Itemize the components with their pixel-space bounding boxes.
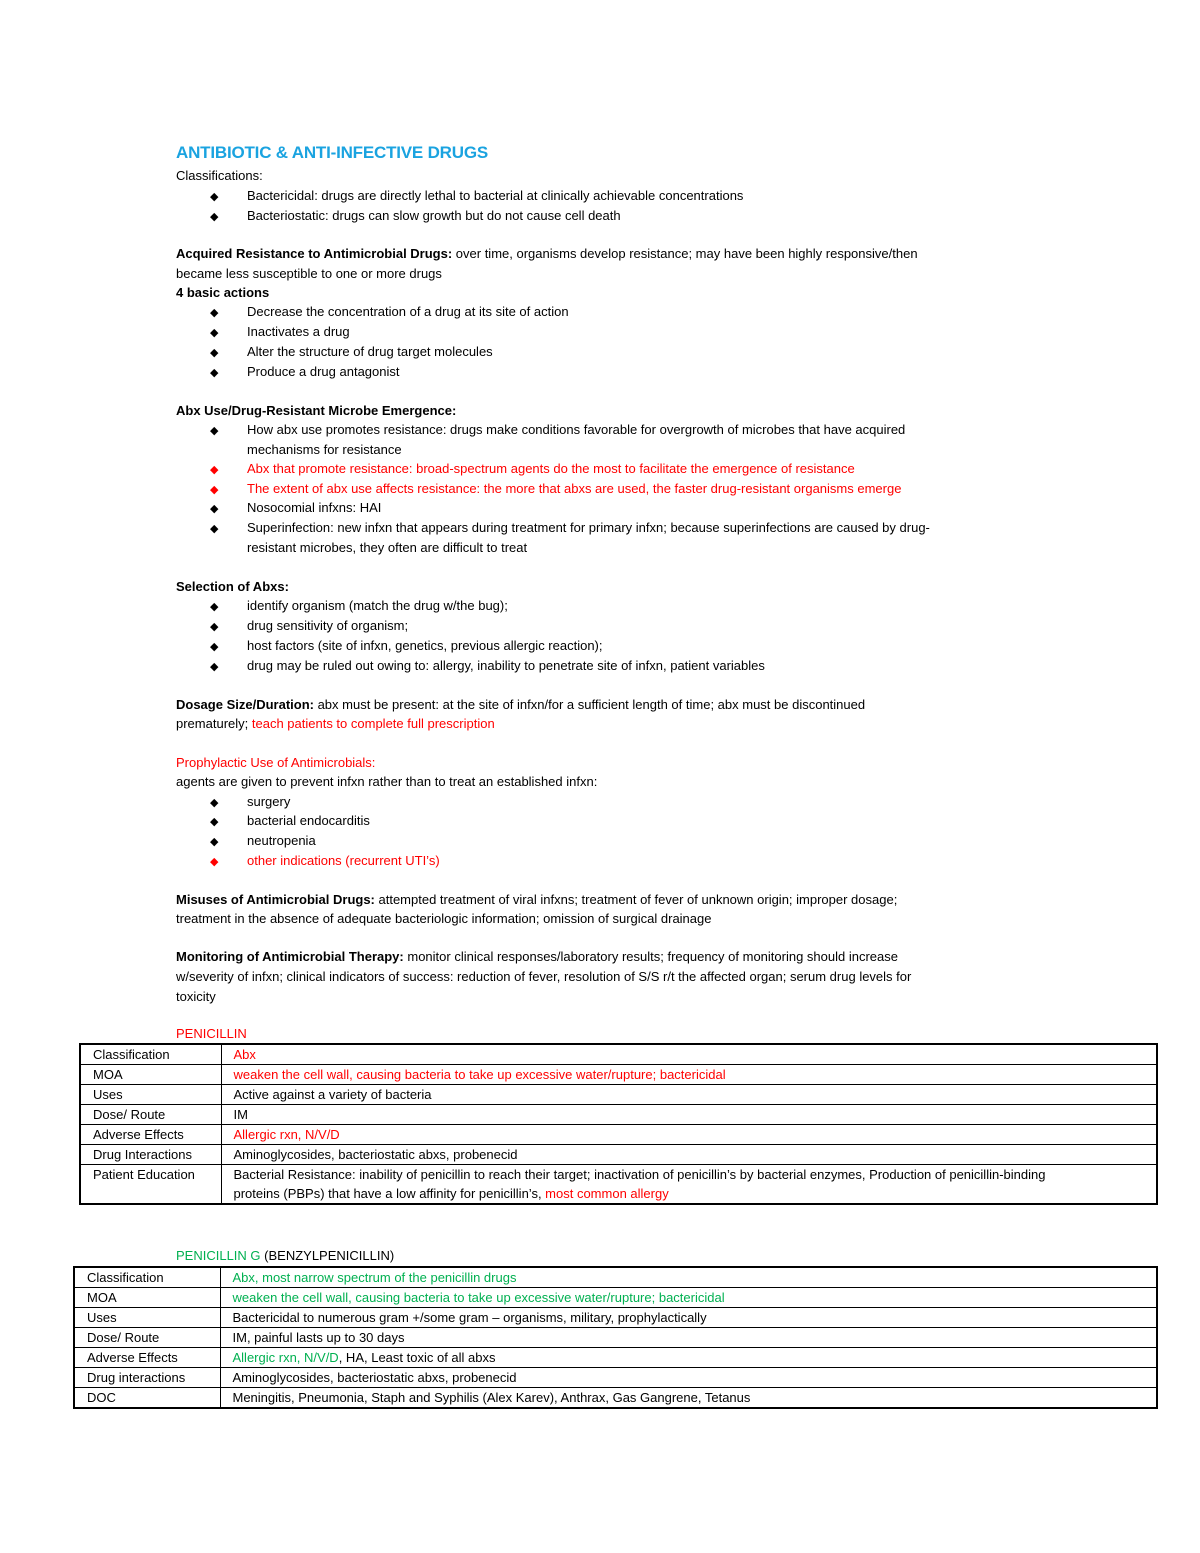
list-item-continuation: resistant microbes, they often are difficult to treat	[247, 540, 528, 555]
row-value: Bacterial Resistance: inability of penicillin to reach their target; inactivation of penicillin’s by bacterial enzymes, Production of penicillin-binding proteins (PBPs) that have a low affinity for penicillin’s, most common allergy	[221, 1165, 1157, 1205]
table-row	[74, 1348, 1157, 1368]
row-label: MOA	[80, 1065, 221, 1085]
list-item: ◆ Produce a drug antagonist	[210, 362, 400, 383]
row-value: Abx, most narrow spectrum of the penicillin drugs	[220, 1267, 1157, 1288]
table-row	[74, 1388, 1157, 1409]
dosage-line2: prematurely; teach patients to complete full prescription	[176, 716, 495, 731]
list-item: ◆ drug sensitivity of organism;	[210, 616, 408, 637]
bullet-icon: ◆	[210, 367, 219, 379]
table-row	[74, 1368, 1157, 1388]
monitoring-paragraph: Monitoring of Antimicrobial Therapy: monitor clinical responses/laboratory results; frequency of monitoring should increase	[176, 949, 898, 964]
bullet-icon: ◆	[210, 425, 219, 437]
row-value: Active against a variety of bacteria	[221, 1085, 1157, 1105]
row-value: IM	[221, 1105, 1157, 1125]
list-item: ◆ The extent of abx use affects resistance: the more that abxs are used, the faster drug-resistant organisms emerge	[210, 479, 901, 500]
list-item: ◆ Nosocomial infxns: HAI	[210, 498, 381, 519]
misuses-line2: treatment in the absence of adequate bacteriologic information; omission of surgical drainage	[176, 911, 712, 926]
prophylactic-heading: Prophylactic Use of Antimicrobials:	[176, 755, 376, 770]
classifications-heading: Classifications:	[176, 168, 263, 183]
row-value: IM, painful lasts up to 30 days	[220, 1328, 1157, 1348]
list-item: ◆ neutropenia	[210, 831, 316, 852]
row-value: weaken the cell wall, causing bacteria to take up excessive water/rupture; bactericidal	[220, 1288, 1157, 1308]
bullet-icon: ◆	[210, 523, 219, 535]
bullet-icon: ◆	[210, 211, 219, 223]
row-label: Adverse Effects	[74, 1348, 220, 1368]
penicillin-table	[79, 1043, 1158, 1205]
row-label: Drug interactions	[74, 1368, 220, 1388]
penicillin-title: PENICILLIN	[176, 1026, 247, 1041]
selection-heading: Selection of Abxs:	[176, 579, 289, 594]
list-item: ◆ Alter the structure of drug target molecules	[210, 342, 493, 363]
bullet-icon: ◆	[210, 816, 219, 828]
list-item: ◆ Decrease the concentration of a drug at its site of action	[210, 302, 569, 323]
list-item: ◆ How abx use promotes resistance: drugs make conditions favorable for overgrowth of microbes that have acquired	[210, 420, 905, 441]
row-label: Classification	[80, 1044, 221, 1065]
row-label: Dose/ Route	[74, 1328, 220, 1348]
row-label: Dose/ Route	[80, 1105, 221, 1125]
acquired-resistance-paragraph: Acquired Resistance to Antimicrobial Drugs: over time, organisms develop resistance; may have been highly responsive/then	[176, 246, 918, 261]
row-label: MOA	[74, 1288, 220, 1308]
list-item: ◆ host factors (site of infxn, genetics, previous allergic reaction);	[210, 636, 603, 657]
table-row	[74, 1308, 1157, 1328]
bullet-icon: ◆	[210, 503, 219, 515]
list-item: ◆ Inactivates a drug	[210, 322, 350, 343]
misuses-paragraph: Misuses of Antimicrobial Drugs: attempted treatment of viral infxns; treatment of fever of unknown origin; improper dosage;	[176, 892, 898, 907]
row-value: Allergic rxn, N/V/D, HA, Least toxic of all abxs	[220, 1348, 1157, 1368]
row-label: Classification	[74, 1267, 220, 1288]
table-row	[74, 1267, 1157, 1288]
list-item-continuation: mechanisms for resistance	[247, 442, 402, 457]
list-item: ◆ drug may be ruled out owing to: allergy, inability to penetrate site of infxn, patient variables	[210, 656, 765, 677]
row-value: Meningitis, Pneumonia, Staph and Syphilis (Alex Karev), Anthrax, Gas Gangrene, Tetanus	[220, 1388, 1157, 1409]
row-label: Patient Education	[80, 1165, 221, 1205]
row-label: DOC	[74, 1388, 220, 1409]
table-row	[80, 1065, 1157, 1085]
list-item: ◆ Bactericidal: drugs are directly lethal to bacterial at clinically achievable concentrations	[210, 186, 743, 207]
list-item: ◆ identify organism (match the drug w/the bug);	[210, 596, 508, 617]
bullet-icon: ◆	[210, 661, 219, 673]
bullet-icon: ◆	[210, 601, 219, 613]
bullet-icon: ◆	[210, 836, 219, 848]
acquired-resistance-line2: became less susceptible to one or more drugs	[176, 266, 442, 281]
list-item: ◆ Superinfection: new infxn that appears during treatment for primary infxn; because superinfections are caused by drug-	[210, 518, 930, 539]
row-label: Uses	[80, 1085, 221, 1105]
page-title: ANTIBIOTIC & ANTI-INFECTIVE DRUGS	[176, 143, 488, 162]
bullet-icon: ◆	[210, 797, 219, 809]
abx-use-heading: Abx Use/Drug-Resistant Microbe Emergence:	[176, 403, 457, 418]
table-row	[80, 1165, 1157, 1205]
table-row	[80, 1125, 1157, 1145]
bullet-icon: ◆	[210, 307, 219, 319]
list-item: ◆ Bacteriostatic: drugs can slow growth but do not cause cell death	[210, 206, 621, 227]
row-value: Bactericidal to numerous gram +/some gram – organisms, military, prophylactically	[220, 1308, 1157, 1328]
bullet-icon: ◆	[210, 856, 219, 868]
row-value: Allergic rxn, N/V/D	[221, 1125, 1157, 1145]
bullet-icon: ◆	[210, 621, 219, 633]
bullet-icon: ◆	[210, 641, 219, 653]
row-value: weaken the cell wall, causing bacteria to take up excessive water/rupture; bactericidal	[221, 1065, 1157, 1085]
row-value: Aminoglycosides, bacteriostatic abxs, probenecid	[221, 1145, 1157, 1165]
table-row	[80, 1145, 1157, 1165]
prophylactic-text: agents are given to prevent infxn rather than to treat an established infxn:	[176, 774, 598, 789]
row-label: Adverse Effects	[80, 1125, 221, 1145]
list-item: ◆ Abx that promote resistance: broad-spectrum agents do the most to facilitate the emergence of resistance	[210, 459, 855, 480]
bullet-icon: ◆	[210, 327, 219, 339]
list-item: ◆ other indications (recurrent UTI’s)	[210, 851, 440, 872]
bullet-icon: ◆	[210, 191, 219, 203]
row-label: Uses	[74, 1308, 220, 1328]
penicillin-g-title: PENICILLIN G (BENZYLPENICILLIN)	[176, 1248, 395, 1263]
basic-actions-heading: 4 basic actions	[176, 285, 270, 300]
bullet-icon: ◆	[210, 484, 219, 496]
row-value: Abx	[221, 1044, 1157, 1065]
table-row	[80, 1085, 1157, 1105]
monitoring-line2: w/severity of infxn; clinical indicators of success: reduction of fever, resolution of S/S r/t the affected organ; serum drug levels for	[176, 969, 912, 984]
row-label: Drug Interactions	[80, 1145, 221, 1165]
table-row	[80, 1044, 1157, 1065]
bullet-icon: ◆	[210, 347, 219, 359]
list-item: ◆ surgery	[210, 792, 290, 813]
penicillin-g-table	[73, 1266, 1158, 1409]
monitoring-line3: toxicity	[176, 989, 216, 1004]
dosage-paragraph: Dosage Size/Duration: abx must be present: at the site of infxn/for a sufficient length of time; abx must be discontinued	[176, 697, 866, 712]
list-item: ◆ bacterial endocarditis	[210, 811, 370, 832]
bullet-icon: ◆	[210, 464, 219, 476]
table-row	[80, 1105, 1157, 1125]
row-value: Aminoglycosides, bacteriostatic abxs, probenecid	[220, 1368, 1157, 1388]
table-row	[74, 1328, 1157, 1348]
table-row	[74, 1288, 1157, 1308]
